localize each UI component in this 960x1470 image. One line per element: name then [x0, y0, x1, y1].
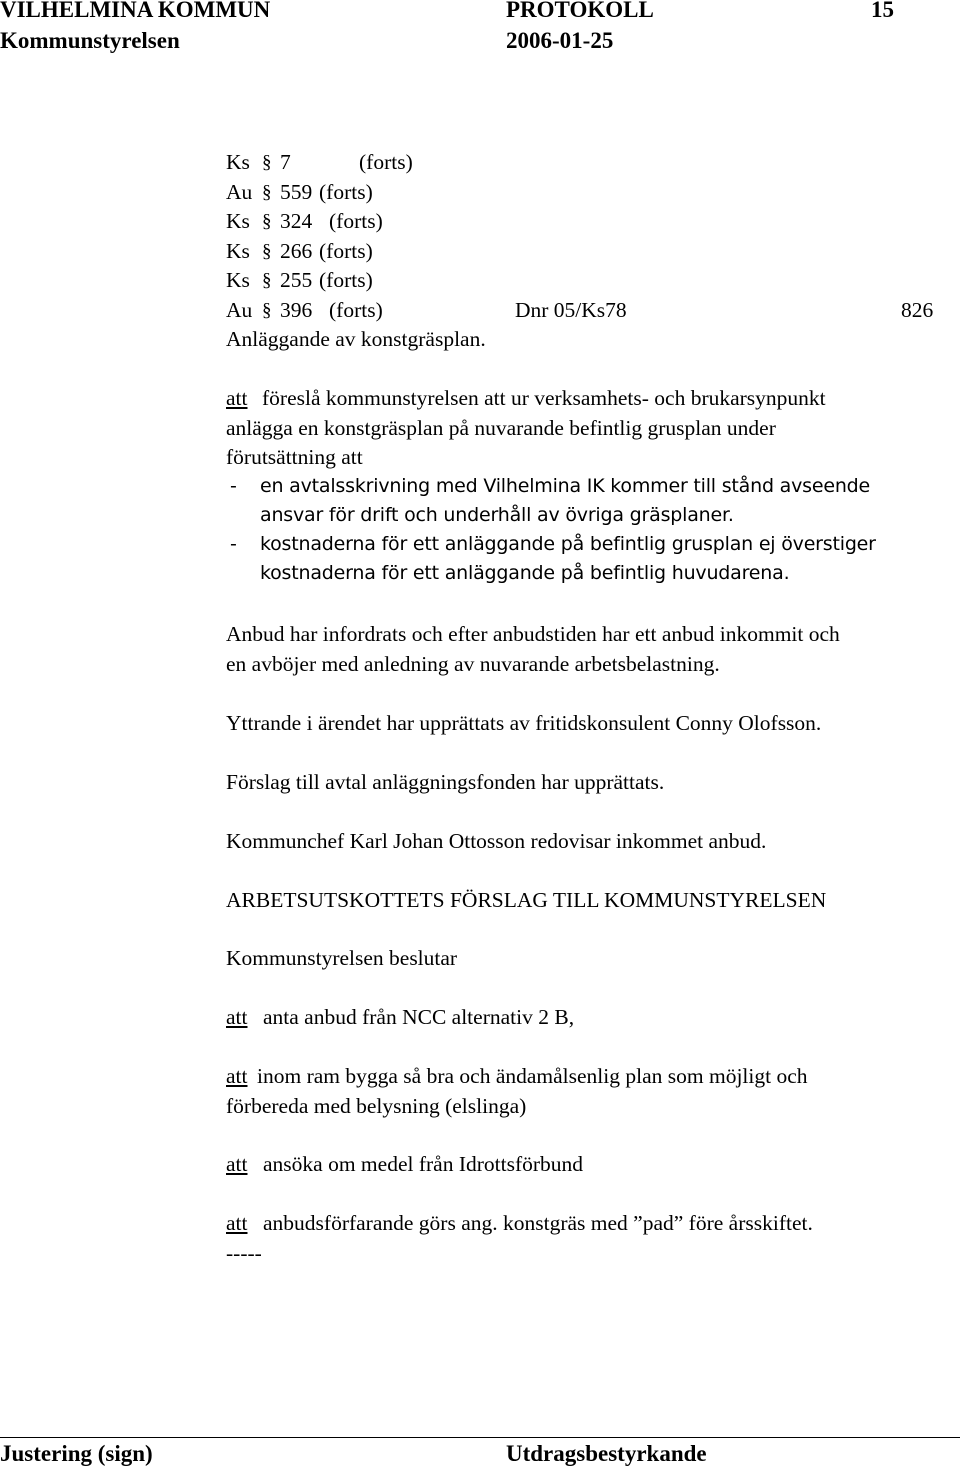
section-sign: § — [262, 300, 272, 321]
bullet-text: kostnaderna för ett anläggande på befintlig grusplan ej överstiger — [260, 533, 876, 555]
reference-org: Au — [226, 180, 253, 204]
att-keyword: att — [226, 1005, 248, 1029]
proposal-text: förutsättning att — [226, 445, 363, 469]
reference-org: Ks — [226, 209, 250, 233]
decision-text: ansöka om medel från Idrottsförbund — [263, 1152, 584, 1176]
section-sign: § — [262, 152, 272, 173]
att-keyword: att — [226, 1064, 248, 1088]
paragraph-yttrande: Yttrande i ärendet har upprättats av fritidskonsulent Conny Olofsson. — [226, 711, 822, 735]
municipality-name: VILHELMINA KOMMUN — [0, 0, 271, 22]
paragraph-anbud: Anbud har infordrats och efter anbudstiden har ett anbud inkommit och — [226, 622, 840, 646]
att-keyword: att — [226, 386, 248, 410]
dnr: Dnr 05/Ks78 — [515, 298, 627, 322]
reference-note: (forts) — [329, 298, 383, 322]
decision-intro: Kommunstyrelsen beslutar — [226, 946, 458, 970]
reference-org: Au — [226, 298, 253, 322]
reference-note: (forts) — [319, 239, 373, 263]
att-keyword: att — [226, 1152, 248, 1176]
reference-number: 324 — [280, 209, 313, 233]
reference-org: Ks — [226, 268, 250, 292]
att-keyword: att — [226, 1211, 248, 1235]
bullet-dash: - — [230, 533, 237, 555]
proposal-text: föreslå kommunstyrelsen att ur verksamhets- och brukarsynpunkt — [262, 386, 826, 410]
reference-note: (forts) — [359, 150, 413, 174]
footer-justering: Justering (sign) — [0, 1441, 153, 1466]
case-number: 826 — [901, 298, 934, 322]
footer-utdrag: Utdragsbestyrkande — [506, 1441, 707, 1466]
reference-org: Ks — [226, 239, 250, 263]
decision-text: anta anbud från NCC alternativ 2 B, — [263, 1005, 575, 1029]
end-marker: ----- — [226, 1241, 262, 1265]
reference-note: (forts) — [319, 268, 373, 292]
paragraph-kommunchef: Kommunchef Karl Johan Ottosson redovisar inkommet anbud. — [226, 829, 767, 853]
section-sign: § — [262, 211, 272, 232]
body-name: Kommunstyrelsen — [0, 28, 180, 53]
reference-note: (forts) — [329, 209, 383, 233]
document-type: PROTOKOLL — [506, 0, 654, 22]
section-sign: § — [262, 270, 272, 291]
paragraph-anbud: en avböjer med anledning av nuvarande arbetsbelastning. — [226, 652, 720, 676]
section-sign: § — [262, 241, 272, 262]
subject-title: Anläggande av konstgräsplan. — [226, 327, 486, 351]
bullet-text: kostnaderna för ett anläggande på befintlig huvudarena. — [260, 562, 790, 584]
decision-text: inom ram bygga så bra och ändamålsenlig plan som möjligt och — [257, 1064, 808, 1088]
footer-divider — [0, 1437, 960, 1438]
reference-number: 266 — [280, 239, 313, 263]
meeting-date: 2006-01-25 — [506, 28, 614, 53]
bullet-text: en avtalsskrivning med Vilhelmina IK kommer till stånd avseende — [260, 475, 871, 497]
reference-number: 396 — [280, 298, 313, 322]
section-sign: § — [262, 182, 272, 203]
bullet-dash: - — [230, 475, 237, 497]
bullet-text: ansvar för drift och underhåll av övriga gräsplaner. — [260, 504, 734, 526]
reference-note: (forts) — [319, 180, 373, 204]
reference-number: 255 — [280, 268, 313, 292]
decision-text: anbudsförfarande görs ang. konstgräs med ”pad” före årsskiftet. — [263, 1211, 813, 1235]
section-heading: ARBETSUTSKOTTETS FÖRSLAG TILL KOMMUNSTYRELSEN — [226, 888, 827, 912]
decision-text: förbereda med belysning (elslinga) — [226, 1094, 527, 1118]
page-number: 15 — [871, 0, 894, 22]
proposal-text: anlägga en konstgräsplan på nuvarande befintlig grusplan under — [226, 416, 776, 440]
paragraph-forslag: Förslag till avtal anläggningsfonden har upprättats. — [226, 770, 665, 794]
reference-number: 559 — [280, 180, 313, 204]
reference-number: 7 — [280, 150, 291, 174]
reference-org: Ks — [226, 150, 250, 174]
